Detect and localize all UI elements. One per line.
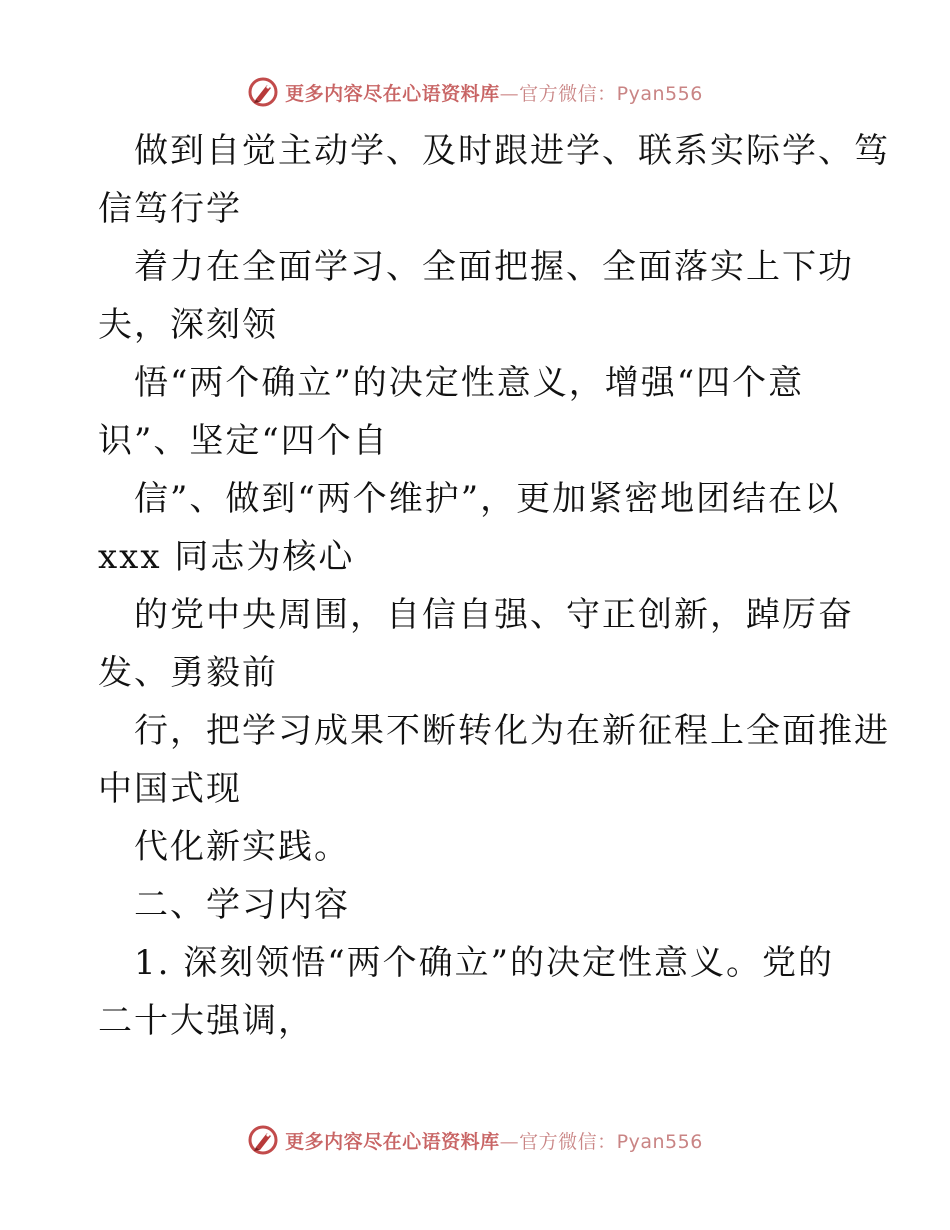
watermark-site-name: 更多内容尽在心语资料库 (285, 82, 500, 105)
text-line: 夫，深刻领 (98, 305, 278, 345)
watermark-site-name: 更多内容尽在心语资料库 (285, 1130, 500, 1153)
text-line: 代化新实践。 (134, 827, 350, 867)
text-line: 着力在全面学习、全面把握、全面落实上下功 (134, 247, 854, 287)
watermark-wechat: 官方微信：Pyan556 (519, 1130, 703, 1153)
watermark-wechat: 官方微信：Pyan556 (519, 82, 703, 105)
text-line: 悟“两个确立”的决定性意义，增强“四个意 (134, 363, 805, 403)
text-line: 中国式现 (98, 769, 242, 809)
watermark-text (285, 79, 703, 106)
pen-logo-icon (247, 76, 279, 108)
text-line: 1. 深刻领悟“两个确立”的决定性意义。党的 (134, 943, 835, 983)
text-line: 发、勇毅前 (98, 653, 278, 693)
text-line: 行，把学习成果不断转化为在新征程上全面推进 (134, 711, 890, 751)
text-line: xxx 同志为核心 (98, 537, 355, 577)
text-line: 信笃行学 (98, 189, 242, 229)
header-watermark (0, 72, 950, 112)
watermark-text (285, 1127, 703, 1154)
text-line: 识”、坚定“四个自 (98, 421, 389, 461)
text-line: 的党中央周围，自信自强、守正创新，踔厉奋 (134, 595, 854, 635)
text-line: 做到自觉主动学、及时跟进学、联系实际学、笃 (134, 131, 890, 171)
watermark-dash: — (499, 82, 520, 105)
section-heading: 二、学习内容 (134, 885, 350, 925)
document-body (98, 122, 890, 1050)
text-line: 信”、做到“两个维护”，更加紧密地团结在以 (134, 479, 841, 519)
watermark-dash: — (499, 1130, 520, 1153)
footer-watermark (0, 1120, 950, 1160)
text-line: 二十大强调， (98, 1001, 314, 1041)
pen-logo-icon (247, 1124, 279, 1156)
